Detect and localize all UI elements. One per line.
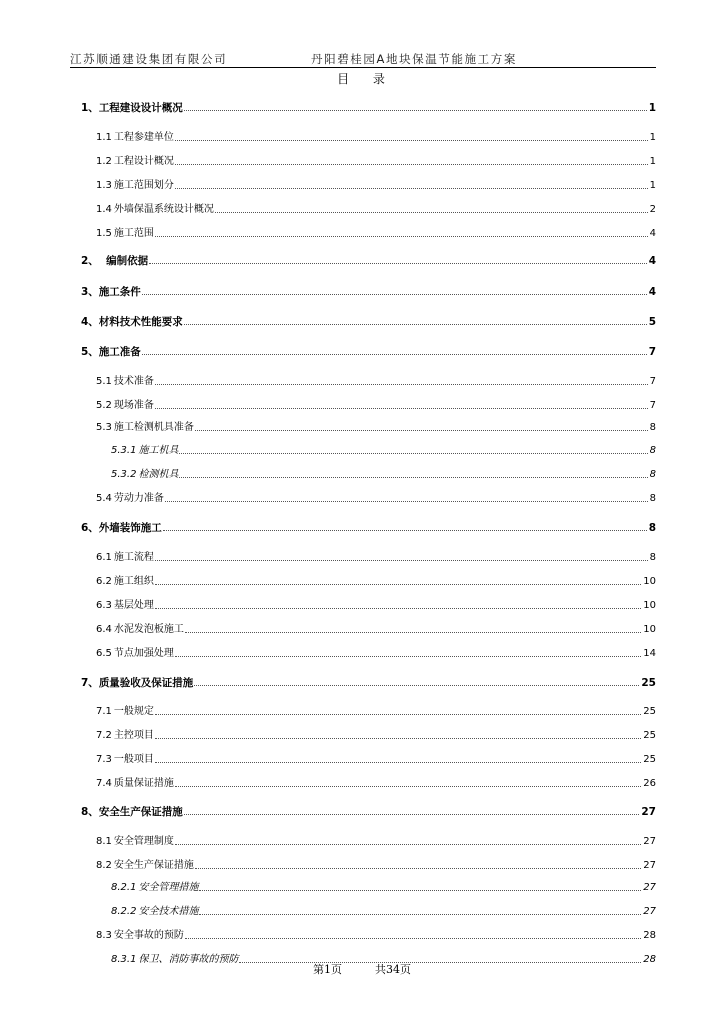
toc-entry[interactable]: [96, 396, 656, 412]
toc-dot-leader: [179, 453, 647, 454]
toc-entry-title: 施工范围: [113, 228, 154, 239]
toc-entry-title: 水泥发泡板施工: [113, 624, 184, 635]
toc-dot-leader: [155, 584, 641, 585]
toc-entry-title: 外墙装饰施工: [98, 522, 162, 534]
toc-entry[interactable]: [96, 176, 656, 192]
toc-entry-page: 25: [643, 754, 656, 765]
toc-entry-page: 1: [648, 102, 656, 114]
toc-entry-title: 安全生产保证措施: [113, 860, 194, 871]
toc-dot-leader: [155, 236, 648, 237]
toc-entry-title: 基层处理: [113, 600, 154, 611]
toc-entry-number: 6.2: [96, 576, 112, 587]
toc-entry-page: 27: [643, 906, 656, 917]
toc-entry-number: 7.2: [96, 730, 112, 741]
toc-entry-title: 外墙保温系统设计概况: [113, 204, 214, 215]
toc-entry-page: 27: [643, 882, 656, 893]
toc-dot-leader: [165, 501, 648, 502]
toc-dot-leader: [155, 384, 648, 385]
toc-entry-title: 施工范围划分: [113, 180, 174, 191]
toc-dot-leader: [142, 294, 647, 295]
toc-dot-leader: [155, 738, 641, 739]
toc-entry-page: 28: [643, 954, 656, 965]
toc-dot-leader: [184, 814, 640, 815]
toc-dot-leader: [149, 263, 647, 264]
toc-entry-number: 6.4: [96, 624, 112, 635]
page-header: [70, 51, 656, 67]
toc-entry[interactable]: [96, 750, 656, 766]
header-rule: [70, 67, 656, 68]
toc-entry[interactable]: [111, 441, 656, 457]
toc-entry-number: 5.3.2: [111, 469, 137, 480]
toc-entry-page: 10: [643, 624, 656, 635]
toc-entry-title: 编制依据: [98, 255, 149, 267]
toc-entry-page: 8: [649, 493, 656, 504]
toc-entry-number: 1.1: [96, 132, 112, 143]
toc-entry[interactable]: [81, 802, 656, 818]
toc-entry-page: 8: [649, 552, 656, 563]
toc-entry-page: 1: [649, 180, 656, 191]
toc-entry-title: 主控项目: [113, 730, 154, 741]
toc-entry-title: 现场准备: [113, 400, 154, 411]
toc-dot-leader: [199, 914, 641, 915]
toc-entry-title: 施工流程: [113, 552, 154, 563]
toc-entry-page: 8: [649, 422, 656, 433]
toc-entry-page: 27: [643, 836, 656, 847]
toc-entry-title: 安全管理制度: [113, 836, 174, 847]
toc-entry-number: 8.1: [96, 836, 112, 847]
toc-entry[interactable]: [96, 200, 656, 216]
toc-entry[interactable]: [96, 832, 656, 848]
toc-entry[interactable]: [81, 673, 656, 689]
toc-entry[interactable]: [81, 251, 656, 267]
toc-entry-number: 6、: [81, 522, 99, 534]
toc-entry-page: 8: [648, 522, 656, 534]
toc-entry-title: 施工检测机具准备: [113, 422, 194, 433]
toc-entry-number: 8.3.1: [111, 954, 137, 965]
toc-dot-leader: [175, 188, 648, 189]
toc-entry[interactable]: [96, 702, 656, 718]
toc-entry-page: 26: [643, 778, 656, 789]
toc-entry-title: 工程建设设计概况: [98, 102, 183, 114]
toc-dot-leader: [199, 890, 641, 891]
toc-entry-page: 25: [643, 730, 656, 741]
header-project: 丹阳碧桂园A地块保温节能施工方案: [311, 52, 517, 66]
toc-entry-number: 2、: [81, 255, 99, 267]
toc-dot-leader: [194, 685, 639, 686]
toc-entry[interactable]: [96, 926, 656, 942]
toc-entry[interactable]: [96, 489, 656, 505]
toc-entry-number: 8.2: [96, 860, 112, 871]
toc-entry-title: 节点加强处理: [113, 648, 174, 659]
toc-dot-leader: [175, 844, 641, 845]
toc-entry[interactable]: [96, 418, 656, 434]
toc-entry-title: 检测机具: [138, 469, 179, 480]
toc-entry-number: 1.3: [96, 180, 112, 191]
toc-entry-page: 7: [649, 376, 656, 387]
toc-entry-page: 27: [641, 806, 656, 818]
toc-entry-number: 4、: [81, 316, 99, 328]
toc-entry[interactable]: [96, 596, 656, 612]
toc-title: 目 录: [337, 72, 395, 86]
toc-entry-number: 5.1: [96, 376, 112, 387]
toc-entry[interactable]: [96, 774, 656, 790]
toc-entry-page: 27: [643, 860, 656, 871]
toc-dot-leader: [185, 632, 641, 633]
toc-entry[interactable]: [81, 518, 656, 534]
toc-entry-number: 7、: [81, 677, 99, 689]
toc-entry-number: 1.2: [96, 156, 112, 167]
toc-dot-leader: [215, 212, 648, 213]
toc-entry[interactable]: [81, 282, 656, 298]
toc-entry-page: 7: [648, 346, 656, 358]
toc-dot-leader: [155, 408, 648, 409]
toc-dot-leader: [184, 110, 647, 111]
toc-entry-number: 5.2: [96, 400, 112, 411]
toc-entry-page: 10: [643, 576, 656, 587]
toc-dot-leader: [155, 608, 641, 609]
toc-entry-number: 6.3: [96, 600, 112, 611]
footer-total-pages: 共34页: [375, 963, 411, 976]
toc-entry-number: 6.1: [96, 552, 112, 563]
toc-entry-number: 8.3: [96, 930, 112, 941]
toc-entry-number: 5.4: [96, 493, 112, 504]
toc-entry-page: 7: [649, 400, 656, 411]
toc-entry-title: 安全管理措施: [138, 882, 199, 893]
toc-entry-title: 施工组织: [113, 576, 154, 587]
toc-entry-page: 2: [649, 204, 656, 215]
toc-dot-leader: [175, 786, 641, 787]
toc-entry-page: 25: [641, 677, 656, 689]
toc-entry-number: 8.2.1: [111, 882, 137, 893]
toc-dot-leader: [184, 324, 647, 325]
page-footer: [0, 961, 724, 977]
toc-entry[interactable]: [96, 224, 656, 240]
toc-entry-number: 1.4: [96, 204, 112, 215]
toc-entry-number: 5.3: [96, 422, 112, 433]
toc-dot-leader: [155, 560, 648, 561]
toc-entry-title: 安全生产保证措施: [98, 806, 183, 818]
toc-entry-number: 1.5: [96, 228, 112, 239]
toc-dot-leader: [185, 938, 641, 939]
toc-dot-leader: [155, 762, 641, 763]
toc-entry[interactable]: [96, 152, 656, 168]
toc-dot-leader: [179, 477, 647, 478]
toc-entry-number: 7.1: [96, 706, 112, 717]
toc-entry-title: 施工条件: [98, 286, 141, 298]
toc-entry-page: 25: [643, 706, 656, 717]
toc-entry[interactable]: [81, 98, 656, 114]
toc-dot-leader: [163, 530, 647, 531]
toc-entry-page: 8: [649, 469, 656, 480]
toc-dot-leader: [155, 714, 641, 715]
toc-dot-leader: [175, 656, 641, 657]
toc-entry-title: 质量保证措施: [113, 778, 174, 789]
header-company: 江苏顺通建设集团有限公司: [70, 52, 228, 66]
toc-entry-page: 4: [649, 228, 656, 239]
toc-entry-page: 4: [648, 255, 656, 267]
toc-entry[interactable]: [111, 465, 656, 481]
toc-entry[interactable]: [111, 902, 656, 918]
toc-entry[interactable]: [81, 312, 656, 328]
toc-dot-leader: [175, 140, 648, 141]
toc-entry[interactable]: [96, 726, 656, 742]
toc-entry[interactable]: [96, 128, 656, 144]
toc-dot-leader: [195, 430, 648, 431]
toc-entry[interactable]: [96, 372, 656, 388]
toc-entry[interactable]: [81, 342, 656, 358]
toc-entry-page: 8: [649, 445, 656, 456]
toc-entry-title: 质量验收及保证措施: [98, 677, 194, 689]
toc-entry-title: 劳动力准备: [113, 493, 164, 504]
toc-entry-page: 10: [643, 600, 656, 611]
toc-entry-title: 保卫、消防事故的预防: [138, 954, 239, 965]
toc-entry-number: 7.3: [96, 754, 112, 765]
toc-entry-title: 一般项目: [113, 754, 154, 765]
toc-entry-page: 1: [649, 132, 656, 143]
toc-dot-leader: [195, 868, 641, 869]
toc-entry-number: 7.4: [96, 778, 112, 789]
toc-entry-title: 一般规定: [113, 706, 154, 717]
toc-dot-leader: [142, 354, 647, 355]
toc-entry-title: 工程设计概况: [113, 156, 174, 167]
toc-entry[interactable]: [111, 878, 656, 894]
toc-entry-number: 5.3.1: [111, 445, 137, 456]
toc-entry-title: 安全事故的预防: [113, 930, 184, 941]
toc-entry-title: 安全技术措施: [138, 906, 199, 917]
toc-entry-page: 1: [649, 156, 656, 167]
toc-entry-page: 4: [648, 286, 656, 298]
toc-entry-page: 28: [643, 930, 656, 941]
toc-dot-leader: [175, 164, 648, 165]
toc-entry-title: 施工准备: [98, 346, 141, 358]
toc-entry[interactable]: [96, 620, 656, 636]
toc-entry-title: 技术准备: [113, 376, 154, 387]
toc-entry-number: 8、: [81, 806, 99, 818]
toc-entry-number: 8.2.2: [111, 906, 137, 917]
toc-entry-number: 1、: [81, 102, 99, 114]
toc-entry-number: 3、: [81, 286, 99, 298]
footer-current-page: 第1页: [313, 963, 342, 976]
toc-entry-title: 工程参建单位: [113, 132, 174, 143]
toc-entry-page: 14: [643, 648, 656, 659]
toc-entry-number: 6.5: [96, 648, 112, 659]
toc-entry-title: 施工机具: [138, 445, 179, 456]
toc-entry[interactable]: [96, 548, 656, 564]
toc-entry-page: 5: [648, 316, 656, 328]
toc-entry[interactable]: [96, 856, 656, 872]
toc-entry-title: 材料技术性能要求: [98, 316, 183, 328]
toc-entry[interactable]: [96, 644, 656, 660]
toc-entry[interactable]: [96, 572, 656, 588]
toc-entry-number: 5、: [81, 346, 99, 358]
